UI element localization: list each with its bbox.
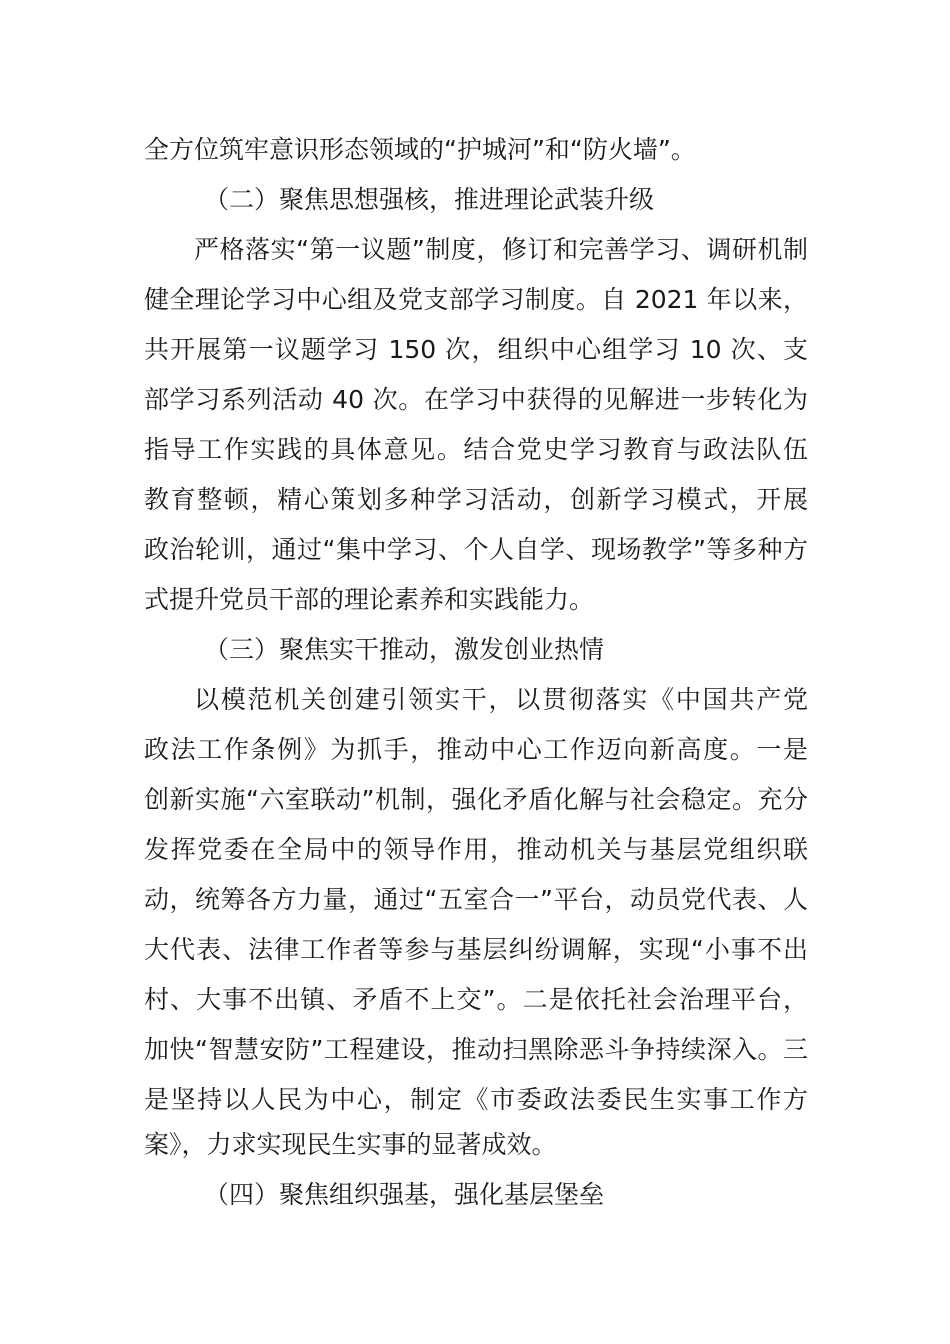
text-line: 指导工作实践的具体意见。结合党史学习教育与政法队伍 bbox=[144, 435, 808, 464]
text-line: 教育整顿，精心策划多种学习活动，创新学习模式，开展 bbox=[144, 485, 808, 514]
text-line: 健全理论学习中心组及党支部学习制度。自 2021 年以来， bbox=[144, 285, 808, 314]
text-line: 加快“智慧安防”工程建设，推动扫黑除恶斗争持续深入。三 bbox=[144, 1035, 808, 1064]
text-line: 严格落实“第一议题”制度，修订和完善学习、调研机制 bbox=[194, 235, 808, 264]
section-heading: （四）聚焦组织强基，强化基层堡垒 bbox=[204, 1180, 605, 1209]
text-line: 全方位筑牢意识形态领域的“护城河”和“防火墙”。 bbox=[144, 135, 696, 164]
text-line: 发挥党委在全局中的领导作用，推动机关与基层党组织联 bbox=[144, 835, 808, 864]
text-line: 共开展第一议题学习 150 次，组织中心组学习 10 次、支 bbox=[144, 335, 808, 364]
text-line: 以模范机关创建引领实干，以贯彻落实《中国共产党 bbox=[194, 685, 808, 714]
section-heading: （二）聚焦思想强核，推进理论武装升级 bbox=[204, 185, 655, 214]
text-line: 大代表、法律工作者等参与基层纠纷调解，实现“小事不出 bbox=[144, 935, 808, 964]
text-line: 案》，力求实现民生实事的显著成效。 bbox=[144, 1130, 557, 1159]
text-line: 式提升党员干部的理论素养和实践能力。 bbox=[144, 585, 595, 614]
text-line: 部学习系列活动 40 次。在学习中获得的见解进一步转化为 bbox=[144, 385, 808, 414]
section-heading: （三）聚焦实干推动，激发创业热情 bbox=[204, 635, 605, 664]
text-line: 动，统筹各方力量，通过“五室合一”平台，动员党代表、人 bbox=[144, 885, 808, 914]
text-line: 创新实施“六室联动”机制，强化矛盾化解与社会稳定。充分 bbox=[144, 785, 808, 814]
text-line: 村、大事不出镇、矛盾不上交”。二是依托社会治理平台， bbox=[144, 985, 808, 1014]
text-line: 是坚持以人民为中心，制定《市委政法委民生实事工作方 bbox=[144, 1085, 808, 1114]
text-line: 政法工作条例》为抓手，推动中心工作迈向新高度。一是 bbox=[144, 735, 808, 764]
text-line: 政治轮训，通过“集中学习、个人自学、现场教学”等多种方 bbox=[144, 535, 808, 564]
